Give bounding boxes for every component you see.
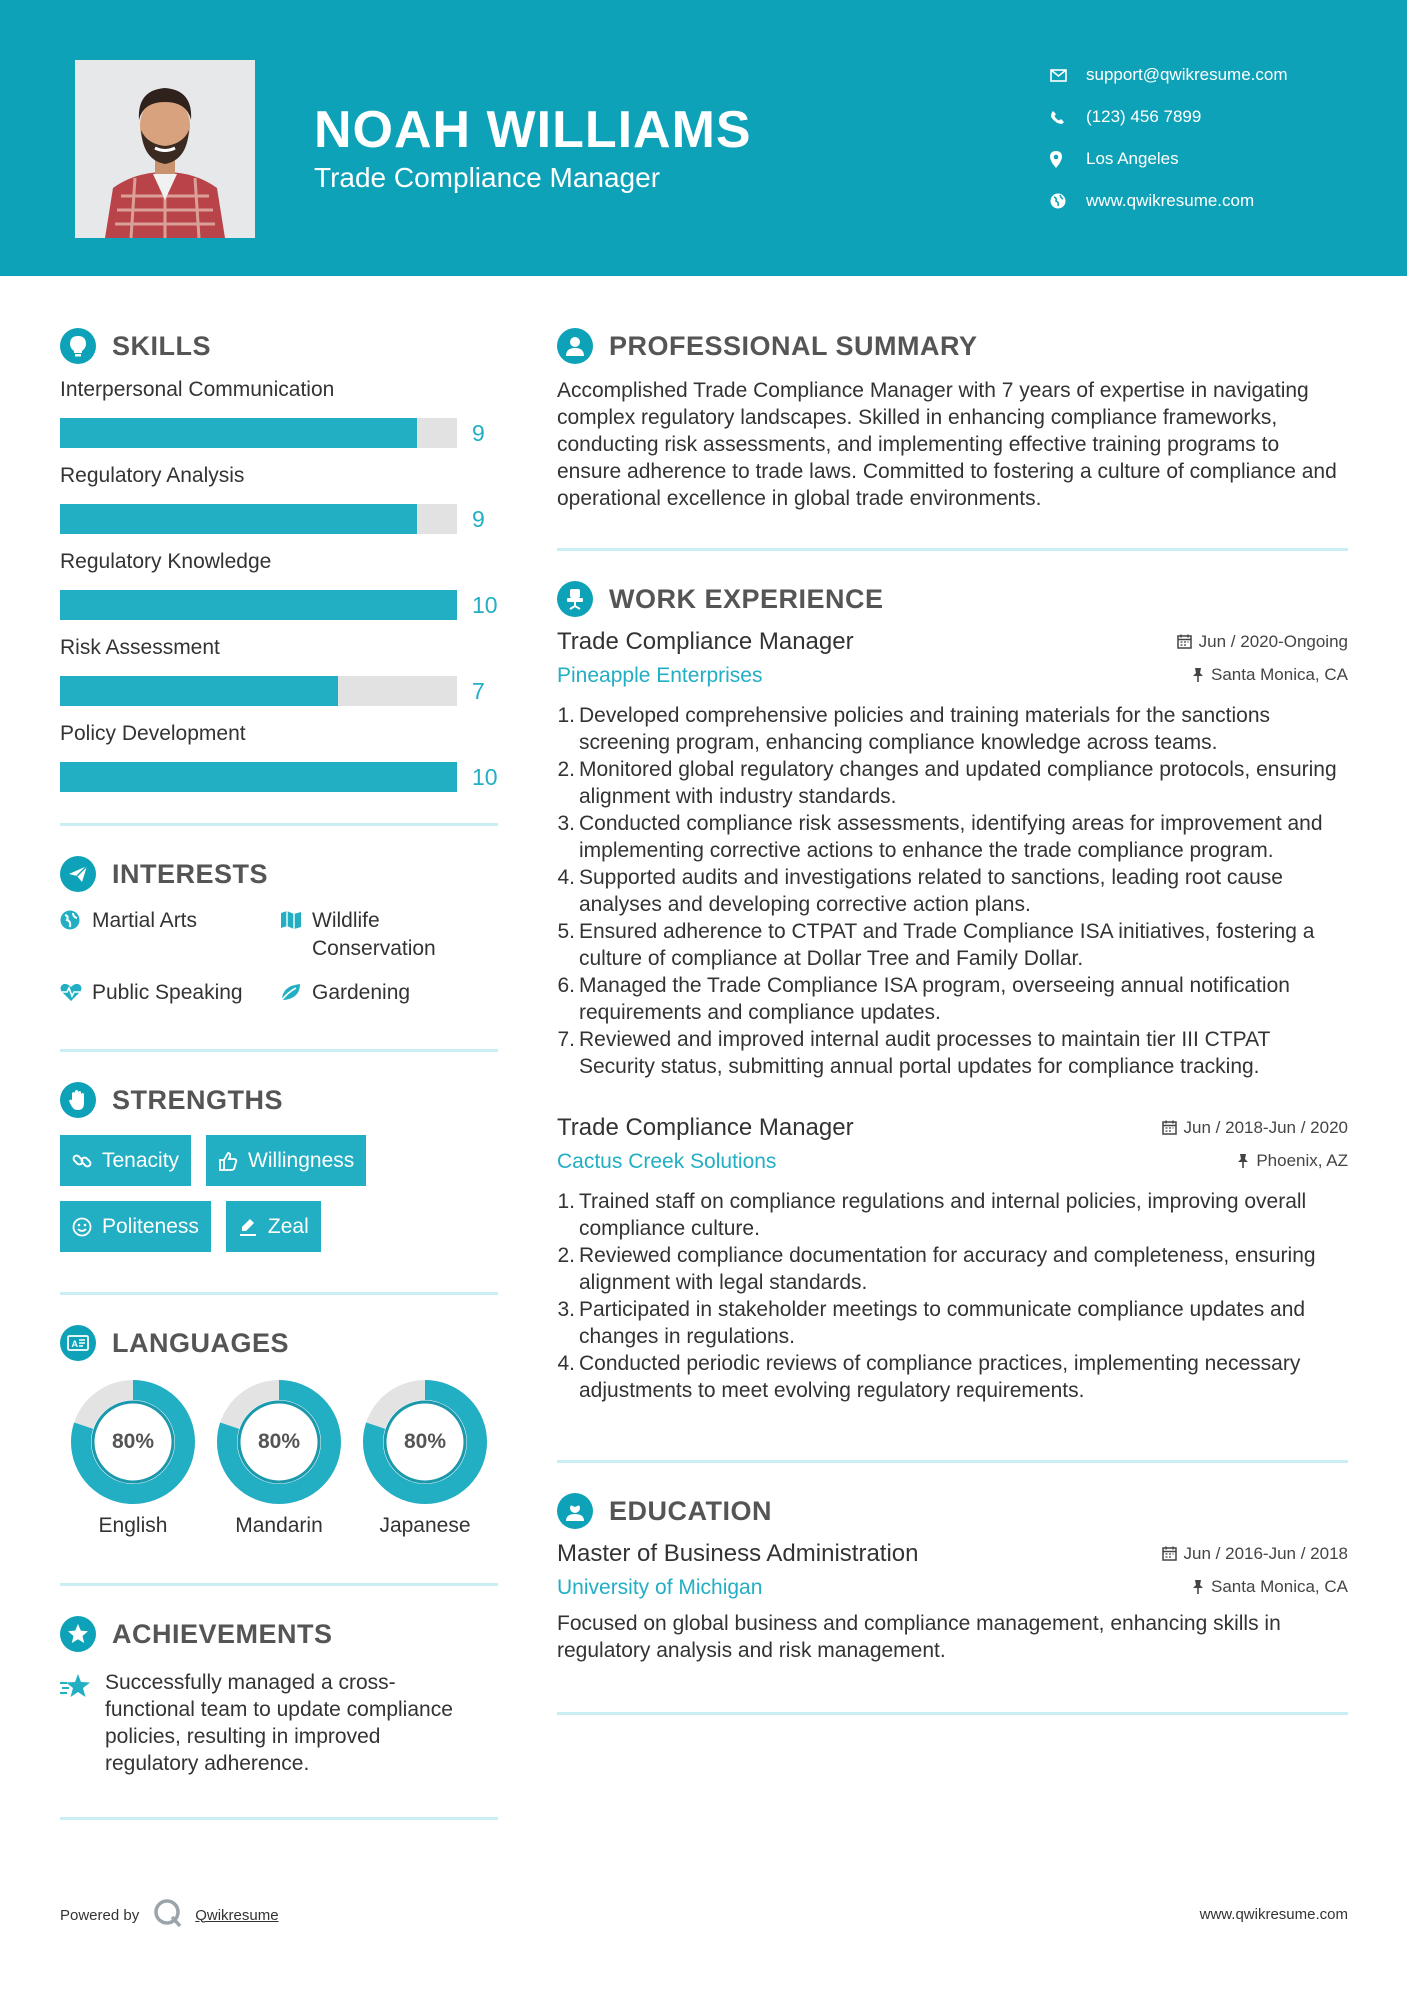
calendar-icon: [1162, 1546, 1177, 1561]
education-degree: Master of Business Administration: [557, 1540, 919, 1567]
skill-name: Risk Assessment: [60, 636, 220, 659]
pushpin-icon: [1192, 667, 1204, 682]
section-divider: [60, 1292, 498, 1295]
globe-icon: [60, 910, 92, 930]
svg-text:A: A: [71, 1339, 78, 1349]
job-date-text: Jun / 2018-Jun / 2020: [1183, 1117, 1348, 1137]
responsibility-item: [557, 702, 1348, 756]
interest-item: [280, 979, 480, 1007]
responsibility-text: Participated in stakeholder meetings to communicate compliance updates and changes in regulations.: [579, 1298, 1306, 1348]
left-column: [60, 320, 498, 1820]
strength-label: Willingness: [248, 1148, 355, 1172]
map-pin-icon: [1050, 151, 1086, 168]
strength-tag: [60, 1135, 191, 1186]
skill-bar-row: [60, 577, 498, 633]
experience-section: [557, 576, 1348, 1463]
responsibility-text: Supported audits and investigations related to sanctions, leading root cause analyses and developing corrective action plans.: [579, 866, 1283, 916]
job-date: [1177, 632, 1348, 652]
strengths-list: [60, 1135, 498, 1267]
responsibility-item: [557, 1242, 1348, 1296]
heartbeat-icon: [60, 982, 92, 1002]
language-name: Japanese: [379, 1514, 471, 1537]
pushpin-icon: [1192, 1579, 1204, 1594]
skill-bar-row: [60, 663, 498, 719]
responsibility-text: Managed the Trade Compliance ISA program, overseeing annual notification requirements and compliance updates.: [579, 974, 1290, 1024]
strengths-title: STRENGTHS: [112, 1084, 284, 1115]
achievements-section: [60, 1611, 498, 1820]
skill-score: 10: [472, 591, 498, 618]
skill-name: Regulatory Analysis: [60, 464, 245, 487]
language-name: English: [98, 1514, 168, 1537]
responsibility-text: Trained staff on compliance regulations and internal policies, improving overall compliance culture.: [579, 1190, 1307, 1240]
profile-photo: [75, 60, 255, 238]
responsibility-number: 5.: [557, 920, 575, 943]
language-percent: 80%: [257, 1430, 301, 1453]
language-ring: [71, 1380, 195, 1504]
star-icon: [60, 1673, 105, 1777]
hand-icon: [60, 1082, 96, 1118]
responsibility-number: 4.: [557, 1352, 575, 1375]
section-divider: [60, 823, 498, 826]
job-company: Pineapple Enterprises: [557, 664, 763, 687]
lightbulb-icon: [60, 328, 96, 364]
responsibility-text: Reviewed compliance documentation for accuracy and completeness, ensuring alignment with legal standards.: [579, 1244, 1316, 1294]
qwikresume-logo-icon: [153, 1898, 183, 1932]
language-item: [60, 1380, 206, 1538]
interest-label: Gardening: [312, 981, 411, 1004]
contact-location: [1050, 138, 1288, 180]
job-company: Cactus Creek Solutions: [557, 1150, 777, 1173]
interest-label: Public Speaking: [92, 981, 243, 1004]
education-heading: [557, 1488, 1348, 1534]
interest-label: Martial Arts: [92, 909, 198, 932]
skill-name: Interpersonal Communication: [60, 378, 335, 401]
qwikresume-link[interactable]: Qwikresume: [195, 1906, 279, 1924]
skill-bar-track: [60, 590, 457, 620]
section-divider: [557, 1460, 1348, 1463]
language-percent: 80%: [403, 1430, 447, 1453]
contact-phone[interactable]: [1050, 96, 1288, 138]
job-location: [1192, 665, 1348, 685]
skill-bar-fill: [60, 676, 338, 706]
languages-heading: [60, 1320, 498, 1366]
responsibility-number: 1.: [557, 704, 575, 727]
skill-bar-fill: [60, 504, 417, 534]
skills-section: [60, 323, 498, 826]
responsibility-item: [557, 1350, 1348, 1404]
responsibility-number: 3.: [557, 812, 575, 835]
skill-name: Policy Development: [60, 722, 246, 745]
education-section: [557, 1488, 1348, 1715]
interest-item: [60, 979, 280, 1007]
profile-photo-image: [75, 60, 255, 238]
skill-score: 9: [472, 419, 485, 446]
responsibility-text: Developed comprehensive policies and training materials for the sanctions screening program, enhancing compliance knowledge across teams.: [579, 704, 1271, 754]
education-description: Focused on global business and compliance management, enhancing skills in regulatory analysis and risk management.: [557, 1612, 1281, 1662]
responsibility-item: [557, 810, 1348, 864]
language-card-icon: [60, 1325, 96, 1361]
strength-tag: [60, 1201, 211, 1252]
strength-label: Tenacity: [102, 1148, 180, 1172]
language-item: [352, 1380, 498, 1538]
candidate-name: NOAH WILLIAMS: [314, 101, 752, 159]
thumbs-up-icon: [218, 1151, 238, 1171]
job-responsibilities: [557, 702, 1348, 1080]
contact-email[interactable]: [1050, 54, 1288, 96]
skill-bar-track: [60, 418, 457, 448]
languages-title: LANGUAGES: [112, 1327, 290, 1358]
strength-label: Politeness: [102, 1214, 199, 1238]
job-entry: [557, 1114, 1348, 1404]
skill-bar-track: [60, 504, 457, 534]
education-date-text: Jun / 2016-Jun / 2018: [1183, 1543, 1348, 1563]
skill-bar-track: [60, 676, 457, 706]
section-divider: [557, 1712, 1348, 1715]
responsibility-item: [557, 972, 1348, 1026]
contact-website-text: www.qwikresume.com: [1086, 191, 1255, 210]
responsibility-text: Monitored global regulatory changes and updated compliance protocols, ensuring alignment with industry standards.: [579, 758, 1337, 808]
strengths-heading: [60, 1077, 498, 1123]
graduate-icon: [557, 1493, 593, 1529]
responsibility-text: Reviewed and improved internal audit processes to maintain tier III CTPAT Security status, submitting annual portal updates for compliance tracking.: [579, 1028, 1270, 1078]
contact-email-text: support@qwikresume.com: [1086, 65, 1288, 84]
responsibility-number: 3.: [557, 1298, 575, 1321]
responsibility-number: 1.: [557, 1190, 575, 1213]
achievements-heading: [60, 1611, 498, 1657]
pushpin-icon: [1237, 1153, 1249, 1168]
footer-url[interactable]: www.qwikresume.com: [1199, 1906, 1348, 1923]
job-role: Trade Compliance Manager: [557, 1114, 854, 1141]
link-icon: [72, 1151, 92, 1171]
job-location: [1237, 1151, 1348, 1171]
responsibility-number: 4.: [557, 866, 575, 889]
languages-section: [60, 1320, 498, 1586]
envelope-icon: [1050, 69, 1086, 82]
section-divider: [60, 1583, 498, 1586]
job-responsibilities: [557, 1188, 1348, 1404]
contact-list: [1050, 54, 1288, 222]
education-location-text: Santa Monica, CA: [1210, 1576, 1348, 1596]
job-head: [557, 1114, 1348, 1142]
responsibility-item: [557, 864, 1348, 918]
skills-list: [60, 375, 498, 805]
skill-score: 10: [472, 763, 498, 790]
office-chair-icon: [557, 581, 593, 617]
skills-heading: [60, 323, 498, 369]
skill-score: 7: [472, 677, 485, 704]
language-ring: [217, 1380, 341, 1504]
job-location-text: Santa Monica, CA: [1210, 664, 1348, 684]
paper-plane-icon: [60, 856, 96, 892]
interests-section: [60, 851, 498, 1052]
experience-heading: [557, 576, 1348, 622]
summary-title: PROFESSIONAL SUMMARY: [609, 330, 978, 361]
strength-tag: [206, 1135, 366, 1186]
responsibility-text: Conducted compliance risk assessments, identifying areas for improvement and implementing corrective actions to enhance the trade compliance program.: [579, 812, 1323, 862]
responsibility-item: [557, 1188, 1348, 1242]
smile-icon: [72, 1217, 92, 1237]
responsibility-item: [557, 918, 1348, 972]
responsibility-text: Conducted periodic reviews of compliance practices, implementing necessary adjustments to meet evolving regulatory requirements.: [579, 1352, 1301, 1402]
skill-bar-row: [60, 491, 498, 547]
summary-text: Accomplished Trade Compliance Manager with 7 years of expertise in navigating complex regulatory landscapes. Skilled in enhancing compliance frameworks, conducting risk assessments, and implementing effective training programs to ensure adherence to trade laws. Committed to fostering a culture of compliance and operational excellence in global trade environments.: [557, 379, 1337, 510]
skill-name: Regulatory Knowledge: [60, 550, 272, 573]
job-date-text: Jun / 2020-Ongoing: [1198, 631, 1348, 651]
skill-bar-fill: [60, 590, 457, 620]
globe-icon: [1050, 193, 1086, 209]
skills-title: SKILLS: [112, 330, 212, 361]
education-date: [1162, 1544, 1348, 1564]
responsibility-number: 6.: [557, 974, 575, 997]
strengths-section: [60, 1077, 498, 1295]
job-head: [557, 628, 1348, 656]
candidate-title: Trade Compliance Manager: [314, 162, 661, 193]
responsibility-item: [557, 1026, 1348, 1080]
footer-powered-by: [60, 1898, 279, 1932]
jobs-list: [557, 628, 1348, 1404]
education-meta: [557, 1576, 1348, 1600]
interests-list: [60, 907, 498, 1007]
skill-bar-row: [60, 405, 498, 461]
achievement-text: Successfully managed a cross-functional team to update compliance policies, resulting in improved regulatory adherence.: [105, 1671, 453, 1775]
skill-bar-row: [60, 749, 498, 805]
responsibility-item: [557, 756, 1348, 810]
summary-section: [557, 323, 1348, 551]
section-divider: [557, 548, 1348, 551]
map-icon: [280, 910, 312, 930]
responsibility-text: Ensured adherence to CTPAT and Trade Compliance ISA initiatives, fostering a culture of compliance at Dollar Tree and Family Dollar.: [579, 920, 1315, 970]
education-school: University of Michigan: [557, 1576, 763, 1599]
section-divider: [60, 1049, 498, 1052]
language-percent: 80%: [111, 1430, 155, 1453]
contact-website[interactable]: [1050, 180, 1288, 222]
achievement-item: [60, 1669, 498, 1777]
responsibility-number: 2.: [557, 1244, 575, 1267]
powered-by-label: Powered by: [60, 1906, 140, 1924]
skill-score: 9: [472, 505, 485, 532]
skill-bar-fill: [60, 418, 417, 448]
job-location-text: Phoenix, AZ: [1256, 1150, 1348, 1170]
pen-icon: [238, 1217, 258, 1237]
user-icon: [557, 328, 593, 364]
job-meta: [557, 1150, 1348, 1174]
section-divider: [60, 1817, 498, 1820]
experience-title: WORK EXPERIENCE: [609, 583, 884, 614]
strength-tag: [226, 1201, 321, 1252]
calendar-icon: [1162, 1120, 1177, 1135]
strength-label: Zeal: [267, 1214, 309, 1238]
right-column: [557, 320, 1348, 1715]
responsibility-number: 7.: [557, 1028, 575, 1051]
job-entry: [557, 628, 1348, 1080]
language-item: [206, 1380, 352, 1538]
summary-heading: [557, 323, 1348, 369]
job-date: [1162, 1118, 1348, 1138]
education-title: EDUCATION: [609, 1495, 772, 1526]
skill-bar-fill: [60, 762, 457, 792]
interest-item: [280, 907, 480, 963]
language-name: Mandarin: [235, 1514, 323, 1537]
education-head: [557, 1540, 1348, 1568]
contact-location-text: Los Angeles: [1086, 149, 1179, 168]
leaf-icon: [280, 982, 312, 1002]
interest-label: Wildlife Conservation: [312, 909, 436, 960]
education-location: [1192, 1577, 1348, 1597]
contact-phone-text: (123) 456 7899: [1086, 107, 1202, 126]
skill-bar-track: [60, 762, 457, 792]
interests-heading: [60, 851, 498, 897]
interests-title: INTERESTS: [112, 858, 269, 889]
phone-icon: [1050, 110, 1086, 125]
responsibility-number: 2.: [557, 758, 575, 781]
job-role: Trade Compliance Manager: [557, 628, 854, 655]
interest-item: [60, 907, 280, 963]
star-badge-icon: [60, 1616, 96, 1652]
languages-list: [60, 1380, 498, 1538]
calendar-icon: [1177, 634, 1192, 649]
responsibility-item: [557, 1296, 1348, 1350]
language-ring: [363, 1380, 487, 1504]
achievements-title: ACHIEVEMENTS: [112, 1618, 333, 1649]
job-meta: [557, 664, 1348, 688]
resume-header: [0, 0, 1407, 276]
